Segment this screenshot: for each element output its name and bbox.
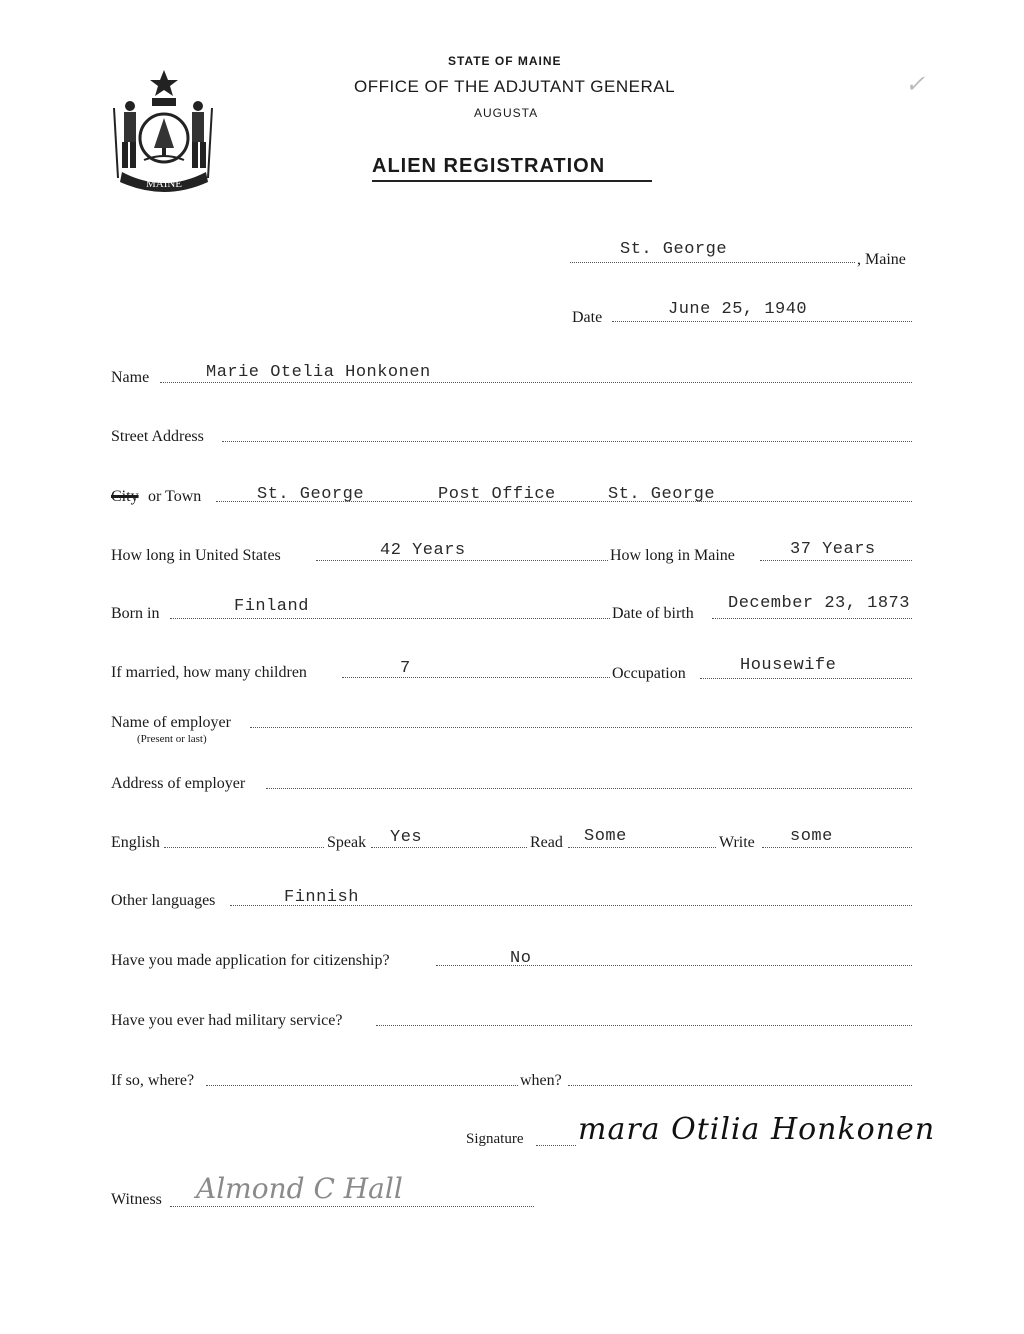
- street-address-dots: [222, 441, 912, 442]
- write-label: Write: [719, 834, 755, 851]
- date-of-birth-value: December 23, 1873: [728, 594, 910, 613]
- english-label: English: [111, 834, 160, 851]
- city-heading: AUGUSTA: [474, 106, 539, 120]
- occupation-label: Occupation: [612, 665, 686, 682]
- employer-address-dots: [266, 788, 912, 789]
- where-dots: [206, 1085, 518, 1086]
- office-heading: OFFICE OF THE ADJUTANT GENERAL: [354, 77, 676, 96]
- signature-dots: [536, 1145, 576, 1146]
- check-mark: ✓: [905, 70, 926, 98]
- read-dots: [568, 847, 716, 848]
- town-label: or Town: [148, 488, 202, 505]
- post-office-typed-label: Post Office: [438, 485, 556, 504]
- speak-label: Speak: [327, 834, 367, 851]
- town-value: St. George: [257, 485, 365, 504]
- signature-value: mara Otilia Honkonen: [578, 1112, 936, 1147]
- when-dots: [568, 1085, 912, 1086]
- post-office-value: St. George: [608, 485, 716, 504]
- citizenship-value: No: [510, 949, 532, 968]
- date-dots: [612, 321, 912, 322]
- if-so-where-label: If so, where?: [111, 1072, 195, 1089]
- english-dots: [164, 847, 324, 848]
- born-in-dots: [170, 618, 610, 619]
- date-of-birth-label: Date of birth: [612, 605, 694, 622]
- speak-dots: [371, 847, 527, 848]
- speak-value: Yes: [390, 828, 423, 847]
- signature-label: Signature: [466, 1131, 524, 1147]
- military-label: Have you ever had military service?: [111, 1012, 343, 1029]
- how-long-maine-dots: [760, 560, 912, 561]
- witness-dots: [170, 1206, 534, 1207]
- other-languages-value: Finnish: [284, 888, 359, 907]
- when-label: when?: [520, 1072, 562, 1089]
- children-dots: [342, 677, 610, 678]
- other-languages-dots: [230, 905, 912, 906]
- name-dots: [160, 382, 912, 383]
- occupation-dots: [700, 678, 912, 679]
- other-languages-label: Other languages: [111, 892, 216, 909]
- street-address-label: Street Address: [111, 428, 204, 445]
- born-in-value: Finland: [234, 597, 309, 616]
- children-value: 7: [400, 659, 411, 678]
- write-dots: [762, 847, 912, 848]
- how-long-maine-value: 37 Years: [790, 540, 876, 559]
- witness-label: Witness: [111, 1191, 162, 1208]
- state-of-maine-seal: [108, 68, 220, 198]
- date-value: June 25, 1940: [668, 300, 808, 319]
- state-heading: STATE OF MAINE: [448, 54, 562, 68]
- occupation-value: Housewife: [740, 656, 837, 675]
- write-value: some: [790, 827, 833, 846]
- how-long-us-label: How long in United States: [111, 547, 281, 564]
- read-value: Some: [584, 827, 627, 846]
- employer-note: (Present or last): [137, 733, 207, 745]
- employer-name-label: Name of employer: [111, 714, 231, 731]
- form-title: ALIEN REGISTRATION: [372, 155, 606, 177]
- read-label: Read: [530, 834, 563, 851]
- how-long-maine-label: How long in Maine: [610, 547, 735, 564]
- date-of-birth-dots: [712, 618, 912, 619]
- date-label: Date: [572, 309, 603, 326]
- citizenship-label: Have you made application for citizenship?: [111, 952, 390, 969]
- employer-address-label: Address of employer: [111, 775, 246, 792]
- city-label-struck: City: [111, 488, 139, 505]
- born-in-label: Born in: [111, 605, 160, 622]
- witness-value: Almond C Hall: [196, 1172, 403, 1205]
- how-long-us-value: 42 Years: [380, 541, 466, 560]
- military-dots: [376, 1025, 912, 1026]
- maine-suffix-label: , Maine: [857, 251, 906, 268]
- svg-text:MAINE: MAINE: [145, 178, 183, 190]
- children-label: If married, how many children: [111, 664, 307, 681]
- employer-name-dots: [250, 727, 912, 728]
- town-dots: [216, 501, 912, 502]
- citizenship-dots: [436, 965, 912, 966]
- how-long-us-dots: [316, 560, 608, 561]
- place-dots: [570, 262, 855, 263]
- name-label: Name: [111, 369, 150, 386]
- title-underline: [372, 180, 652, 182]
- name-value: Marie Otelia Honkonen: [206, 363, 431, 382]
- place-value: St. George: [620, 240, 728, 259]
